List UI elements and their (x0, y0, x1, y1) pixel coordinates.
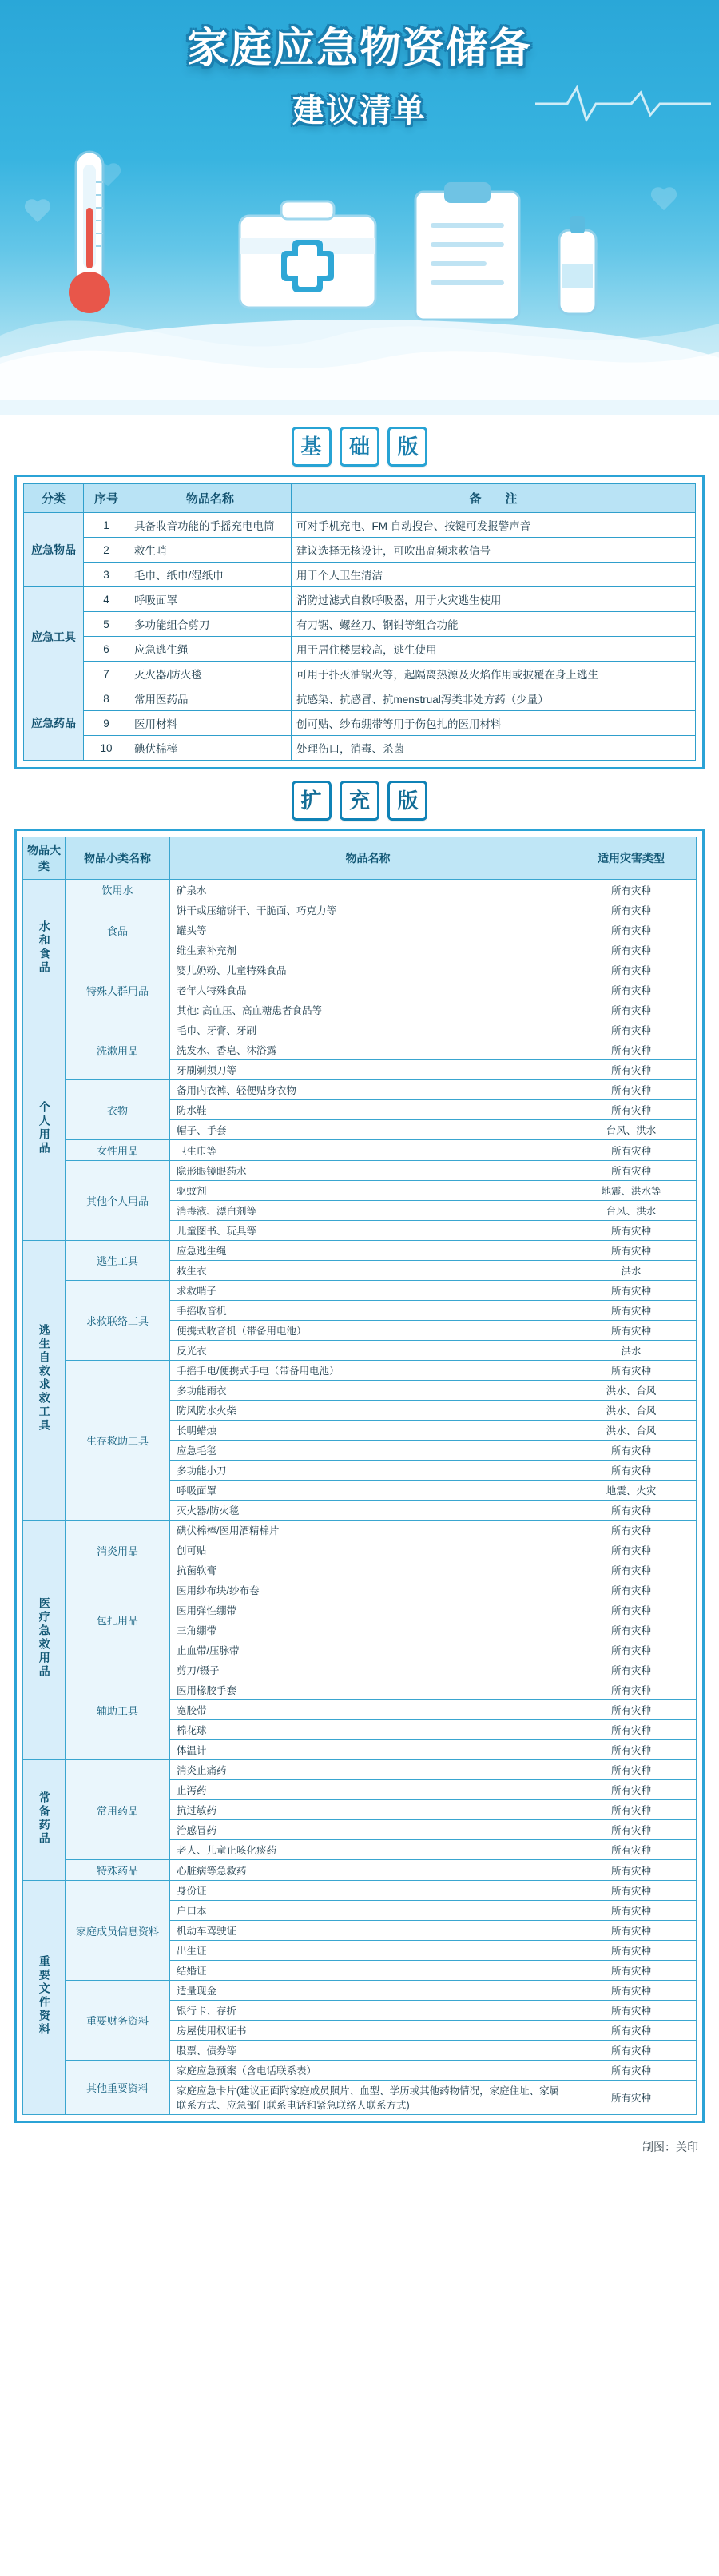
table-row (24, 711, 696, 736)
big-category-cell: 医疗急救用品 (23, 1521, 66, 1760)
disaster-type-cell: 洪水、台风 (566, 1421, 697, 1441)
item-name-cell: 其他: 高血压、高血糖患者食品等 (170, 1000, 566, 1020)
column-header-category: 分类 (24, 484, 84, 513)
item-name-cell: 备用内衣裤、轻便贴身衣物 (170, 1080, 566, 1100)
badge-char: 基 (292, 427, 332, 467)
table-row (24, 587, 696, 612)
table-row (24, 612, 696, 637)
item-name-cell: 止泻药 (170, 1780, 566, 1800)
item-name-cell: 饼干或压缩饼干、干脆面、巧克力等 (170, 900, 566, 920)
remark-cell: 消防过滤式自救呼吸器，用于火灾逃生使用 (292, 587, 696, 612)
item-name-cell: 防水鞋 (170, 1100, 566, 1120)
disaster-type-cell: 所有灾种 (566, 2061, 697, 2081)
item-name-cell: 止血带/压脉带 (170, 1640, 566, 1660)
remark-cell: 处理伤口，消毒、杀菌 (292, 736, 696, 761)
disaster-type-cell: 所有灾种 (566, 1161, 697, 1181)
table-row (24, 736, 696, 761)
remark-cell: 创可贴、纱布绷带等用于伤包扎的医用材料 (292, 711, 696, 736)
hero-illustration (0, 136, 719, 400)
disaster-type-cell: 所有灾种 (566, 1961, 697, 1981)
item-name-cell: 婴儿奶粉、儿童特殊食品 (170, 960, 566, 980)
item-name-cell: 防风防水火柴 (170, 1401, 566, 1421)
table-row (23, 2061, 697, 2081)
badge-char: 充 (340, 781, 379, 821)
remark-cell: 用于个人卫生清洁 (292, 563, 696, 587)
item-name-cell: 医用材料 (129, 711, 292, 736)
remark-cell: 可对手机充电、FM 自动搜台、按键可发报警声音 (292, 513, 696, 538)
sub-category-cell: 食品 (66, 900, 170, 960)
disaster-type-cell: 所有灾种 (566, 1580, 697, 1600)
item-name-cell: 隐形眼镜眼药水 (170, 1161, 566, 1181)
disaster-type-cell: 所有灾种 (566, 1501, 697, 1521)
remark-cell: 抗感染、抗感冒、抗menstrual泻类非处方药（少量） (292, 686, 696, 711)
disaster-type-cell: 所有灾种 (566, 1080, 697, 1100)
table-row (23, 1881, 697, 1901)
disaster-type-cell: 台风、洪水 (566, 1120, 697, 1140)
disaster-type-cell: 所有灾种 (566, 1281, 697, 1301)
item-name-cell: 碘伏棉棒 (129, 736, 292, 761)
disaster-type-cell: 所有灾种 (566, 920, 697, 940)
category-cell: 应急物品 (24, 513, 84, 587)
disaster-type-cell: 所有灾种 (566, 1000, 697, 1020)
item-name-cell: 求救哨子 (170, 1281, 566, 1301)
disaster-type-cell: 所有灾种 (566, 1540, 697, 1560)
index-cell: 5 (84, 612, 129, 637)
big-category-cell: 逃生自救求救工具 (23, 1241, 66, 1521)
item-name-cell: 消毒液、漂白剂等 (170, 1201, 566, 1221)
item-name-cell: 灭火器/防火毯 (129, 662, 292, 686)
basic-supplies-table (23, 483, 696, 761)
disaster-type-cell: 洪水、台风 (566, 1381, 697, 1401)
item-name-cell: 身份证 (170, 1881, 566, 1901)
big-category-cell: 个人用品 (23, 1020, 66, 1241)
item-name-cell: 适量现金 (170, 1981, 566, 2001)
disaster-type-cell: 所有灾种 (566, 1020, 697, 1040)
disaster-type-cell: 所有灾种 (566, 1720, 697, 1740)
disaster-type-cell: 洪水 (566, 1261, 697, 1281)
table-row (24, 686, 696, 711)
disaster-type-cell: 所有灾种 (566, 1140, 697, 1161)
index-cell: 1 (84, 513, 129, 538)
table-row (23, 1760, 697, 1780)
remark-cell: 可用于扑灭油锅火等，起隔离热源及火焰作用或披覆在身上逃生 (292, 662, 696, 686)
disaster-type-cell: 所有灾种 (566, 1620, 697, 1640)
table-row (23, 960, 697, 980)
disaster-type-cell: 所有灾种 (566, 1100, 697, 1120)
title-line-2: 建议清单 (292, 93, 427, 129)
disaster-type-cell: 所有灾种 (566, 1241, 697, 1261)
disaster-type-cell: 所有灾种 (566, 2021, 697, 2041)
table-row (23, 1860, 697, 1881)
disaster-type-cell: 所有灾种 (566, 1840, 697, 1860)
item-name-cell: 体温计 (170, 1740, 566, 1760)
sub-category-cell: 辅助工具 (66, 1660, 170, 1760)
page-title (0, 0, 719, 131)
item-name-cell: 牙刷剃须刀等 (170, 1060, 566, 1080)
item-name-cell: 多功能组合剪刀 (129, 612, 292, 637)
item-name-cell: 棉花球 (170, 1720, 566, 1740)
sub-category-cell: 女性用品 (66, 1140, 170, 1161)
table-header-row (24, 484, 696, 513)
disaster-type-cell: 所有灾种 (566, 2001, 697, 2021)
sub-category-cell: 常用药品 (66, 1760, 170, 1860)
column-header-remark: 备 注 (292, 484, 696, 513)
table-row (23, 1281, 697, 1301)
index-cell: 2 (84, 538, 129, 563)
disaster-type-cell: 所有灾种 (566, 1860, 697, 1881)
index-cell: 6 (84, 637, 129, 662)
item-name-cell: 多功能雨衣 (170, 1381, 566, 1401)
item-name-cell: 老人、儿童止咳化痰药 (170, 1840, 566, 1860)
clipboard-icon (415, 182, 519, 320)
item-name-cell: 应急逃生绳 (170, 1241, 566, 1261)
sub-category-cell: 特殊人群用品 (66, 960, 170, 1020)
sub-category-cell: 特殊药品 (66, 1860, 170, 1881)
big-category-cell: 重要文件资料 (23, 1881, 66, 2115)
table-row (24, 637, 696, 662)
item-name-cell: 常用医药品 (129, 686, 292, 711)
disaster-type-cell: 所有灾种 (566, 1600, 697, 1620)
disaster-type-cell: 所有灾种 (566, 1780, 697, 1800)
expanded-table-container (14, 829, 705, 2123)
table-row (23, 1660, 697, 1680)
item-name-cell: 呼吸面罩 (129, 587, 292, 612)
item-name-cell: 心脏病等急救药 (170, 1860, 566, 1881)
table-row (24, 563, 696, 587)
table-row (24, 513, 696, 538)
disaster-type-cell: 所有灾种 (566, 900, 697, 920)
item-name-cell: 手摇收音机 (170, 1301, 566, 1321)
badge-expanded (283, 777, 437, 824)
item-name-cell: 户口本 (170, 1901, 566, 1921)
sub-category-cell: 逃生工具 (66, 1241, 170, 1281)
index-cell: 9 (84, 711, 129, 736)
table-row (24, 662, 696, 686)
table-row (23, 1020, 697, 1040)
item-name-cell: 医用橡胶手套 (170, 1680, 566, 1700)
disaster-type-cell: 洪水 (566, 1341, 697, 1361)
item-name-cell: 家庭应急卡片(建议正面附家庭成员照片、血型、学历或其他药物情况，家庭住址、家属联系方式、应急部门联系电话和紧急联络人联系方式) (170, 2081, 566, 2115)
item-name-cell: 帽子、手套 (170, 1120, 566, 1140)
sub-category-cell: 消炎用品 (66, 1521, 170, 1580)
item-name-cell: 医用弹性绷带 (170, 1600, 566, 1620)
item-name-cell: 救生衣 (170, 1261, 566, 1281)
item-name-cell: 抗过敏药 (170, 1800, 566, 1820)
badge-char: 版 (387, 781, 427, 821)
column-header-index: 序号 (84, 484, 129, 513)
disaster-type-cell: 所有灾种 (566, 1680, 697, 1700)
table-row (24, 538, 696, 563)
expanded-table-body (23, 880, 697, 2115)
disaster-type-cell: 所有灾种 (566, 1461, 697, 1481)
disaster-type-cell: 所有灾种 (566, 1321, 697, 1341)
item-name-cell: 手摇手电/便携式手电（带备用电池） (170, 1361, 566, 1381)
item-name-cell: 医用纱布块/纱布卷 (170, 1580, 566, 1600)
item-name-cell: 老年人特殊食品 (170, 980, 566, 1000)
disaster-type-cell: 所有灾种 (566, 1760, 697, 1780)
table-row (23, 1140, 697, 1161)
disaster-type-cell: 所有灾种 (566, 1700, 697, 1720)
remark-cell: 建议选择无核设计，可吹出高频求救信号 (292, 538, 696, 563)
item-name-cell: 矿泉水 (170, 880, 566, 900)
water-bottle-icon (559, 216, 596, 314)
badge-char: 扩 (292, 781, 332, 821)
table-row (23, 1080, 697, 1100)
sub-category-cell: 其他个人用品 (66, 1161, 170, 1241)
disaster-type-cell: 所有灾种 (566, 1560, 697, 1580)
disaster-type-cell: 所有灾种 (566, 880, 697, 900)
item-name-cell: 抗菌软膏 (170, 1560, 566, 1580)
remark-cell: 有刀锯、螺丝刀、钢钳等组合功能 (292, 612, 696, 637)
item-name-cell: 银行卡、存折 (170, 2001, 566, 2021)
index-cell: 7 (84, 662, 129, 686)
badge-char: 版 (387, 427, 427, 467)
disaster-type-cell: 所有灾种 (566, 1441, 697, 1461)
disaster-type-cell: 洪水、台风 (566, 1401, 697, 1421)
disaster-type-cell: 所有灾种 (566, 1941, 697, 1961)
item-name-cell: 长明蜡烛 (170, 1421, 566, 1441)
sub-category-cell: 生存救助工具 (66, 1361, 170, 1521)
disaster-type-cell: 所有灾种 (566, 2081, 697, 2115)
item-name-cell: 家庭应急预案（含电话联系表） (170, 2061, 566, 2081)
item-name-cell: 便携式收音机（带备用电池） (170, 1321, 566, 1341)
item-name-cell: 应急毛毯 (170, 1441, 566, 1461)
table-row (23, 880, 697, 900)
table-row (23, 1521, 697, 1540)
index-cell: 3 (84, 563, 129, 587)
item-name-cell: 呼吸面罩 (170, 1481, 566, 1501)
item-name-cell: 灭火器/防火毯 (170, 1501, 566, 1521)
item-name-cell: 多功能小刀 (170, 1461, 566, 1481)
disaster-type-cell: 所有灾种 (566, 1740, 697, 1760)
big-category-cell: 水和食品 (23, 880, 66, 1020)
disaster-type-cell: 所有灾种 (566, 1800, 697, 1820)
disaster-type-cell: 所有灾种 (566, 1301, 697, 1321)
basic-section-badge (0, 423, 719, 470)
item-name-cell: 卫生巾等 (170, 1140, 566, 1161)
disaster-type-cell: 所有灾种 (566, 1521, 697, 1540)
item-name-cell: 驱蚊剂 (170, 1181, 566, 1201)
item-name-cell: 碘伏棉棒/医用酒精棉片 (170, 1521, 566, 1540)
expanded-section-badge (0, 777, 719, 824)
item-name-cell: 维生素补充剂 (170, 940, 566, 960)
badge-char: 础 (340, 427, 379, 467)
credit-line: 制图：关印 (642, 2141, 698, 2153)
item-name-cell: 治感冒药 (170, 1820, 566, 1840)
title-line-1: 家庭应急物资储备 (186, 26, 532, 72)
item-name-cell: 儿童图书、玩具等 (170, 1221, 566, 1241)
item-name-cell: 创可贴 (170, 1540, 566, 1560)
table-row (23, 1361, 697, 1381)
sub-category-cell: 包扎用品 (66, 1580, 170, 1660)
big-category-cell: 常备药品 (23, 1760, 66, 1881)
table-row (23, 900, 697, 920)
first-aid-kit-icon (240, 201, 375, 308)
item-name-cell: 具备收音功能的手摇充电电筒 (129, 513, 292, 538)
column-header-name: 物品名称 (129, 484, 292, 513)
sub-category-cell: 重要财务资料 (66, 1981, 170, 2061)
column-header-sub-category: 物品小类名称 (66, 837, 170, 880)
disaster-type-cell: 所有灾种 (566, 1921, 697, 1941)
table-row (23, 1241, 697, 1261)
disaster-type-cell: 所有灾种 (566, 1981, 697, 2001)
index-cell: 8 (84, 686, 129, 711)
column-header-item-name: 物品名称 (170, 837, 566, 880)
disaster-type-cell: 所有灾种 (566, 1040, 697, 1060)
column-header-disaster-type: 适用灾害类型 (566, 837, 697, 880)
item-name-cell: 机动车驾驶证 (170, 1921, 566, 1941)
item-name-cell: 洗发水、香皂、沐浴露 (170, 1040, 566, 1060)
item-name-cell: 毛巾、纸巾/湿纸巾 (129, 563, 292, 587)
sub-category-cell: 求救联络工具 (66, 1281, 170, 1361)
item-name-cell: 反光衣 (170, 1341, 566, 1361)
disaster-type-cell: 所有灾种 (566, 980, 697, 1000)
disaster-type-cell: 所有灾种 (566, 1221, 697, 1241)
item-name-cell: 三角绷带 (170, 1620, 566, 1640)
disaster-type-cell: 所有灾种 (566, 1361, 697, 1381)
badge-basic (283, 423, 437, 470)
item-name-cell: 应急逃生绳 (129, 637, 292, 662)
item-name-cell: 毛巾、牙膏、牙刷 (170, 1020, 566, 1040)
expanded-supplies-table (22, 837, 697, 2115)
item-name-cell: 股票、债券等 (170, 2041, 566, 2061)
thermometer-icon (69, 152, 110, 313)
item-name-cell: 消炎止痛药 (170, 1760, 566, 1780)
item-name-cell: 救生哨 (129, 538, 292, 563)
item-name-cell: 罐头等 (170, 920, 566, 940)
item-name-cell: 出生证 (170, 1941, 566, 1961)
sub-category-cell: 饮用水 (66, 880, 170, 900)
disaster-type-cell: 台风、洪水 (566, 1201, 697, 1221)
sub-category-cell: 洗漱用品 (66, 1020, 170, 1080)
disaster-type-cell: 所有灾种 (566, 1640, 697, 1660)
item-name-cell: 结婚证 (170, 1961, 566, 1981)
disaster-type-cell: 所有灾种 (566, 1820, 697, 1840)
item-name-cell: 剪刀/镊子 (170, 1660, 566, 1680)
disaster-type-cell: 地震、洪水等 (566, 1181, 697, 1201)
disaster-type-cell: 所有灾种 (566, 1060, 697, 1080)
hero-banner (0, 0, 719, 415)
category-cell: 应急工具 (24, 587, 84, 686)
category-cell: 应急药品 (24, 686, 84, 761)
disaster-type-cell: 地震、火灾 (566, 1481, 697, 1501)
column-header-big-category: 物品大类 (23, 837, 66, 880)
index-cell: 10 (84, 736, 129, 761)
sub-category-cell: 其他重要资料 (66, 2061, 170, 2115)
table-header-row (23, 837, 697, 880)
sub-category-cell: 衣物 (66, 1080, 170, 1140)
table-row (23, 1161, 697, 1181)
index-cell: 4 (84, 587, 129, 612)
disaster-type-cell: 所有灾种 (566, 1901, 697, 1921)
table-row (23, 1580, 697, 1600)
disaster-type-cell: 所有灾种 (566, 1660, 697, 1680)
disaster-type-cell: 所有灾种 (566, 940, 697, 960)
sub-category-cell: 家庭成员信息资料 (66, 1881, 170, 1981)
remark-cell: 用于居住楼层较高，逃生使用 (292, 637, 696, 662)
table-row (23, 1981, 697, 2001)
basic-table-container (14, 475, 705, 769)
disaster-type-cell: 所有灾种 (566, 960, 697, 980)
disaster-type-cell: 所有灾种 (566, 1881, 697, 1901)
disaster-type-cell: 所有灾种 (566, 2041, 697, 2061)
item-name-cell: 房屋使用权证书 (170, 2021, 566, 2041)
item-name-cell: 宽胶带 (170, 1700, 566, 1720)
